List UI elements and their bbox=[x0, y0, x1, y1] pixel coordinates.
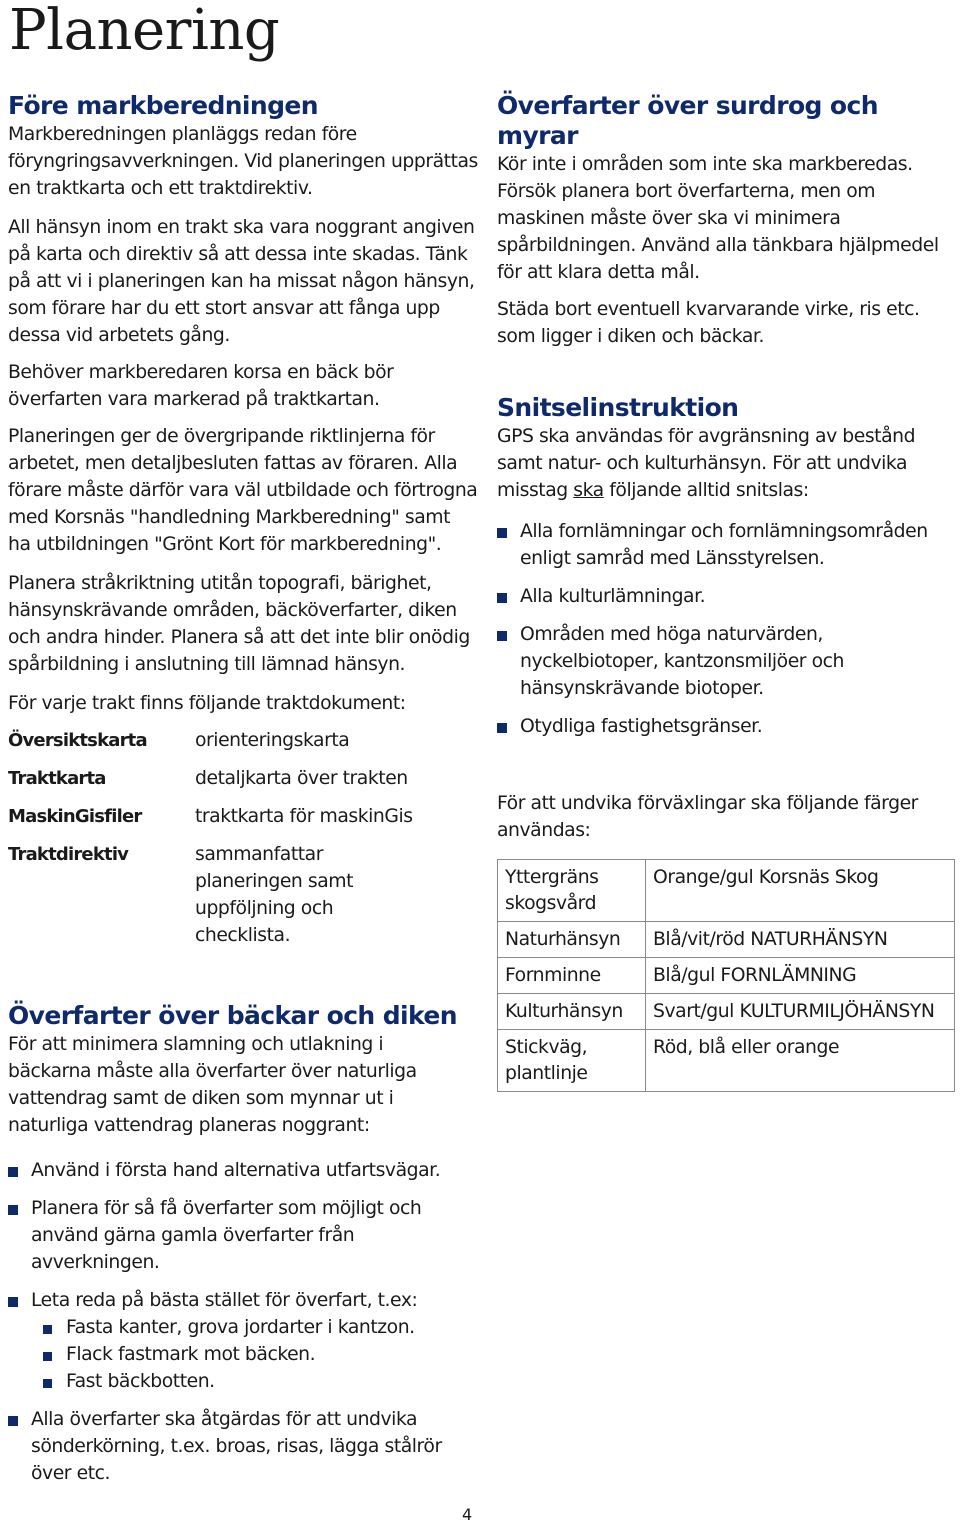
document-term: MaskinGisfiler bbox=[8, 806, 142, 827]
paragraph: För varje trakt finns följande traktdokument: bbox=[8, 693, 406, 714]
paragraph: För att minimera slamning och utlakning i bäckarna måste alla överfarter över naturliga vattendrag samt de diken som mynnar ut i naturliga vattendrag planeras noggrant: bbox=[8, 1034, 417, 1136]
list-item: Alla överfarter ska åtgärdas för att undvika sönderkörning, t.ex. broas, risas, lägga stålrör över etc. bbox=[8, 1406, 478, 1487]
table-row bbox=[498, 1030, 955, 1092]
table-cell-color: Orange/gul Korsnäs Skog bbox=[646, 860, 955, 922]
paragraph: All hänsyn inom en trakt ska vara noggrant angiven på karta och direktiv så att dessa inte skadas. Tänk på att vi i planeringen kan ha missat någon hänsyn, som förare har du ett stort ansvar att fånga upp dessa vid arbetets gång. bbox=[8, 217, 475, 346]
document-list bbox=[8, 727, 478, 949]
table-row bbox=[498, 958, 955, 994]
table-cell-item: Naturhänsyn bbox=[498, 922, 646, 958]
table-cell-color: Röd, blå eller orange bbox=[646, 1030, 955, 1092]
bullet-list bbox=[497, 518, 952, 740]
document-desc: sammanfattar planeringen samt uppföljning och checklista. bbox=[195, 844, 354, 946]
paragraph: Kör inte i områden som inte ska markberedas. Försök planera bort överfarterna, men om maskinen måste över ska vi minimera spårbildningen. Använd alla tänkbara hjälpmedel för att klara detta mål. bbox=[497, 154, 939, 283]
table-cell-item: Yttergräns skogsvård bbox=[498, 860, 646, 922]
table-row bbox=[498, 860, 955, 922]
paragraph: Planera stråkriktning utitån topografi, bärighet, hänsynskrävande områden, bäcköverfarter, diken och andra hinder. Planera så att det inte blir onödig spårbildning i anslutning till lämnad hänsyn. bbox=[8, 573, 470, 675]
document-row bbox=[8, 727, 478, 754]
list-item: Alla kulturlämningar. bbox=[497, 583, 952, 610]
document-desc: orienteringskarta bbox=[195, 730, 350, 751]
sub-bullet-list bbox=[31, 1314, 478, 1395]
paragraph: Städa bort eventuell kvarvarande virke, ris etc. som ligger i diken och bäckar. bbox=[497, 299, 920, 347]
sub-list-item: Fast bäckbotten. bbox=[31, 1368, 478, 1395]
page-title: Planering bbox=[9, 0, 280, 63]
table-cell-color: Svart/gul KULTURMILJÖHÄNSYN bbox=[646, 994, 955, 1030]
paragraph: GPS ska användas för avgränsning av bestånd samt natur- och kulturhänsyn. För att undvika misstag ska följande alltid snitslas: bbox=[497, 426, 916, 501]
heading-overfarter-surdrog: Överfarter över surdrog och myrar bbox=[497, 91, 878, 150]
document-term: Översiktskarta bbox=[8, 730, 147, 751]
list-item-text: Leta reda på bästa stället för överfart, t.ex: bbox=[31, 1290, 418, 1311]
list-item: Använd i första hand alternativa utfartsvägar. bbox=[8, 1157, 478, 1184]
paragraph: För att undvika förväxlingar ska följande färger användas: bbox=[497, 793, 918, 841]
paragraph: Markberedningen planläggs redan före föryngringsavverkningen. Vid planeringen upprättas en traktkarta och ett traktdirektiv. bbox=[8, 124, 478, 199]
left-column bbox=[8, 91, 478, 1498]
document-term: Traktdirektiv bbox=[8, 844, 129, 865]
table-cell-item: Kulturhänsyn bbox=[498, 994, 646, 1030]
document-row bbox=[8, 765, 478, 792]
list-item: Alla fornlämningar och fornlämningsområden enligt samråd med Länsstyrelsen. bbox=[497, 518, 952, 572]
sub-list-item: Fasta kanter, grova jordarter i kantzon. bbox=[31, 1314, 478, 1341]
paragraph: Planeringen ger de övergripande riktlinjerna för arbetet, men detaljbesluten fattas av föraren. Alla förare måste därför vara väl utbildade och förtrogna med Korsnäs "handledning Markberedning" samt ha utbildningen "Grönt Kort för markberedning". bbox=[8, 426, 478, 555]
document-desc: detaljkarta över trakten bbox=[195, 768, 408, 789]
document-row bbox=[8, 803, 478, 830]
document-desc: traktkarta för maskinGis bbox=[195, 806, 413, 827]
bullet-list bbox=[8, 1157, 478, 1487]
list-item bbox=[8, 1287, 478, 1395]
heading-fore-markberedningen: Före markberedningen bbox=[8, 91, 318, 120]
right-column bbox=[497, 91, 952, 1092]
heading-overfarter-backar: Överfarter över bäckar och diken bbox=[8, 1001, 457, 1030]
table-row bbox=[498, 994, 955, 1030]
document-term: Traktkarta bbox=[8, 768, 106, 789]
underlined-word: ska bbox=[573, 480, 604, 501]
color-table bbox=[497, 859, 955, 1092]
document-row bbox=[8, 841, 478, 949]
table-cell-color: Blå/vit/röd NATURHÄNSYN bbox=[646, 922, 955, 958]
table-row bbox=[498, 922, 955, 958]
table-cell-item: Stickväg, plantlinje bbox=[498, 1030, 646, 1092]
list-item: Otydliga fastighetsgränser. bbox=[497, 713, 952, 740]
sub-list-item: Flack fastmark mot bäcken. bbox=[31, 1341, 478, 1368]
list-item: Planera för så få överfarter som möjligt och använd gärna gamla överfarter från avverkningen. bbox=[8, 1195, 478, 1276]
list-item: Områden med höga naturvärden, nyckelbiotoper, kantzonsmiljöer och hänsynskrävande biotoper. bbox=[497, 621, 952, 702]
table-cell-color: Blå/gul FORNLÄMNING bbox=[646, 958, 955, 994]
paragraph: Behöver markberedaren korsa en bäck bör överfarten vara markerad på traktkartan. bbox=[8, 362, 394, 410]
page-number: 4 bbox=[462, 1505, 473, 1524]
heading-snitselinstruktion: Snitselinstruktion bbox=[497, 393, 739, 422]
table-cell-item: Fornminne bbox=[498, 958, 646, 994]
